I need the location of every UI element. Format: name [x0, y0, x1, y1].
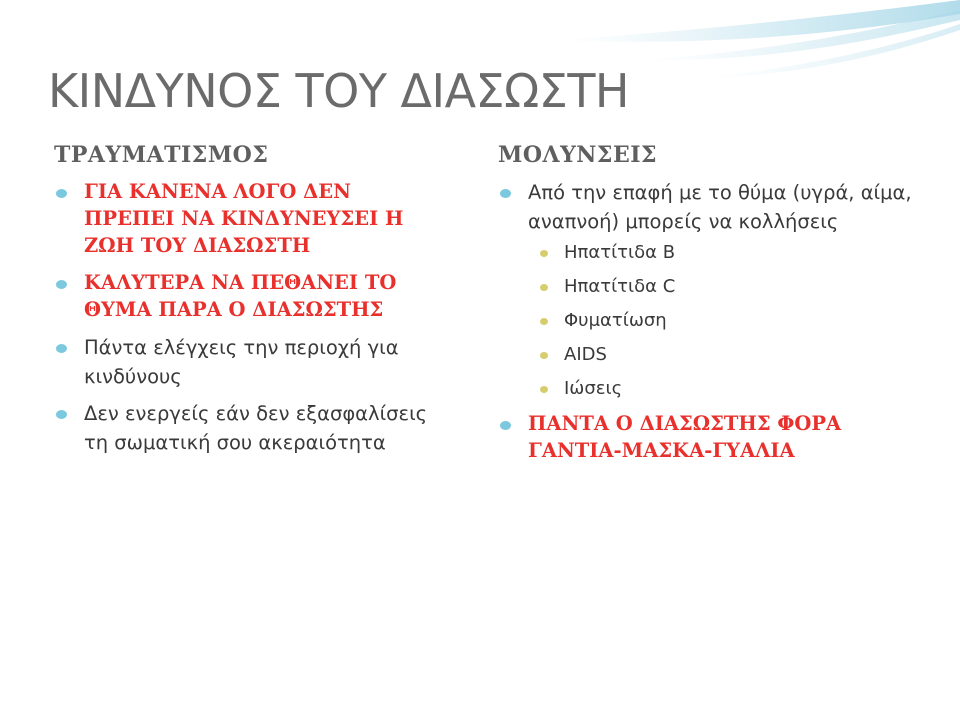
list-item	[498, 178, 918, 402]
list-item: ΚΑΛΥΤΕΡΑ ΝΑ ΠΕΘΑΝΕΙ ΤΟ ΘΥΜΑ ΠΑΡΑ Ο ΔΙΑΣΩΣΤΗΣ	[54, 269, 444, 323]
list-item: Ηπατίτιδα C	[528, 274, 918, 300]
list-item: Φυματίωση	[528, 308, 918, 334]
list-item: ΓΙΑ ΚΑΝΕΝΑ ΛΟΓΟ ΔΕΝ ΠΡΕΠΕΙ ΝΑ ΚΙΝΔΥΝΕΥΣΕΙ Η ΖΩΗ ΤΟΥ ΔΙΑΣΩΣΤΗ	[54, 178, 444, 259]
infection-bullets	[498, 178, 918, 464]
list-item: Ιώσεις	[528, 376, 918, 402]
injury-column	[54, 142, 454, 465]
page-title: ΚΙΝΔΥΝΟΣ ΤΟΥ ΔΙΑΣΩΣΤΗ	[48, 64, 630, 118]
infection-column	[498, 142, 918, 474]
list-item: Ηπατίτιδα Β	[528, 240, 918, 266]
protection-warning: ΠΑΝΤΑ Ο ΔΙΑΣΩΣΤΗΣ ΦΟΡΑ ΓΑΝΤΙΑ-ΜΑΣΚΑ-ΓΥΑΛΙΑ	[498, 410, 858, 464]
list-item: Δεν ενεργείς εάν δεν εξασφαλίσεις τη σωματική σου ακεραιότητα	[54, 399, 454, 457]
list-item: Πάντα ελέγχεις την περιοχή για κινδύνους	[54, 333, 454, 391]
injury-heading: ΤΡΑΥΜΑΤΙΣΜΟΣ	[54, 142, 269, 168]
list-item: AIDS	[528, 342, 918, 368]
infection-intro: Από την επαφή με το θύμα (υγρά, αίμα, αναπνοή) μπορείς να κολλήσεις	[528, 181, 912, 233]
injury-bullets	[54, 178, 454, 457]
infection-heading: ΜΟΛΥΝΣΕΙΣ	[498, 142, 658, 168]
disease-list	[528, 240, 918, 402]
